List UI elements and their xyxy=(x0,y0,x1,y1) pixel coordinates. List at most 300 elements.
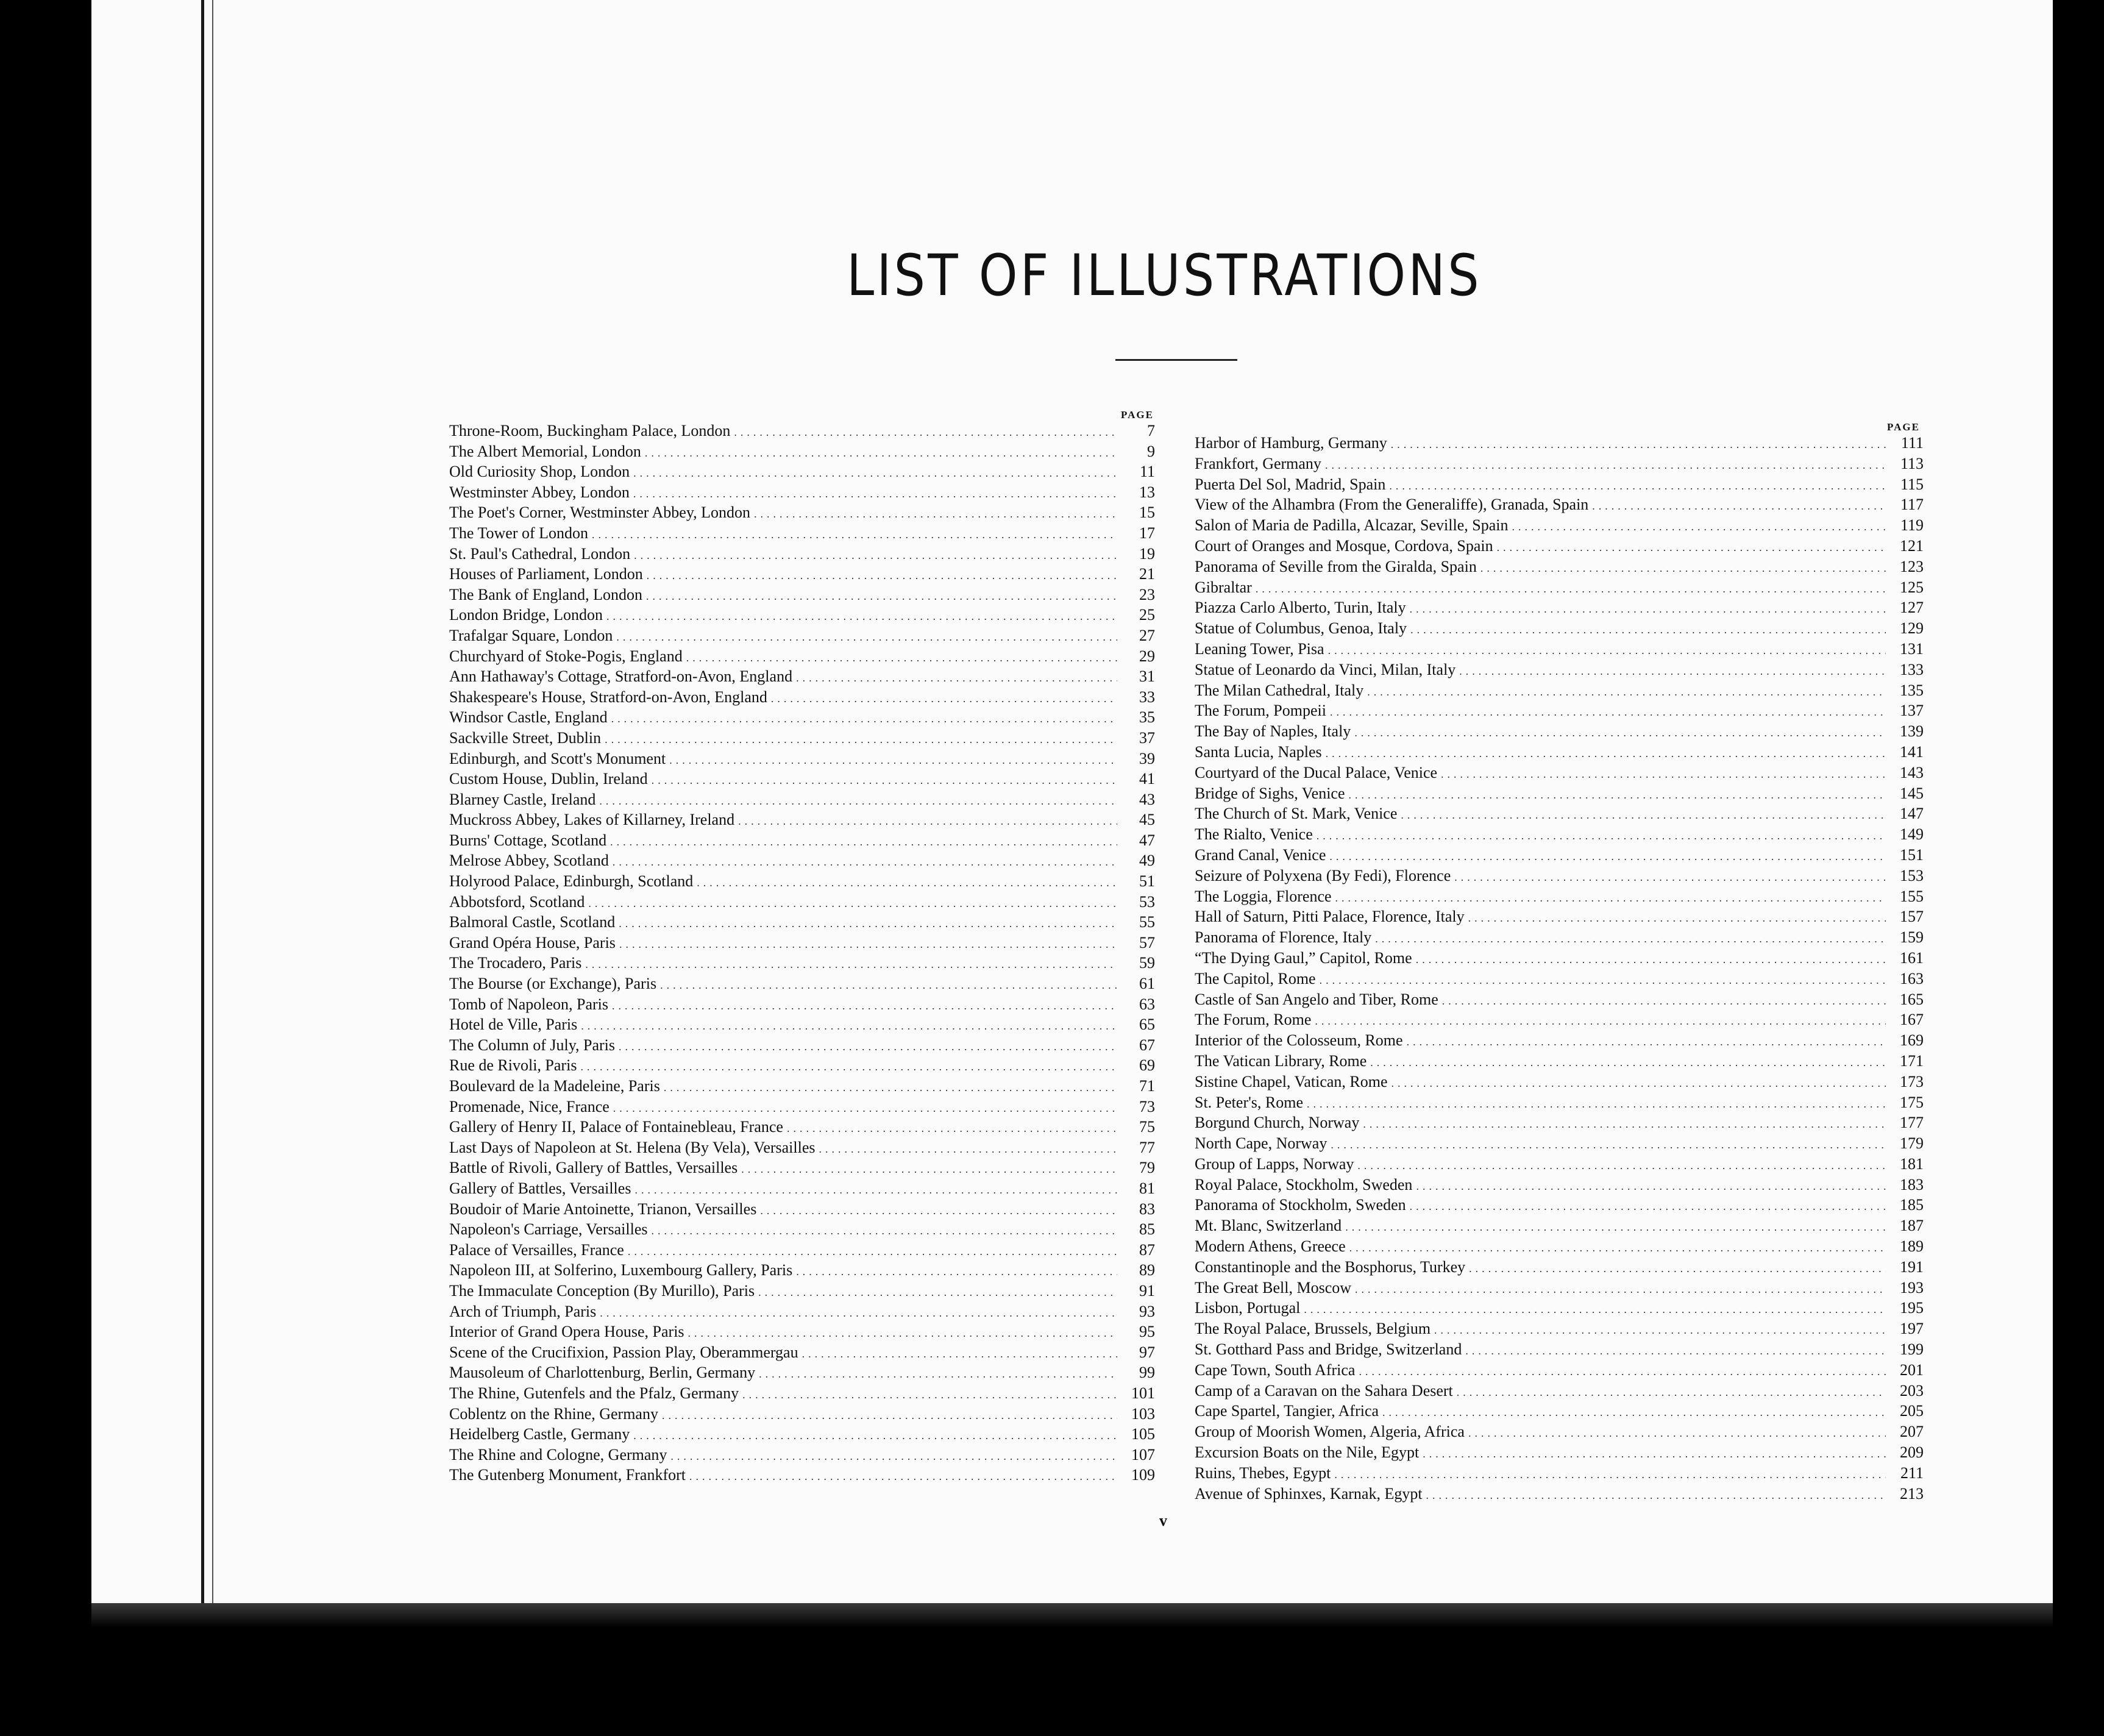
illustration-title: St. Paul's Cathedral, London xyxy=(449,544,631,563)
page-number: 9 xyxy=(1147,442,1155,460)
dot-leader xyxy=(1441,764,1886,785)
scan-edge-shadow xyxy=(91,1603,2053,1628)
illustration-title: St. Peter's, Rome xyxy=(1195,1093,1304,1111)
list-item xyxy=(1195,660,1924,680)
illustration-title: Excursion Boats on the Nile, Egypt xyxy=(1195,1443,1420,1462)
illustration-title: The Tower of London xyxy=(449,524,589,542)
illustration-title: Battle of Rivoli, Gallery of Battles, Versailles xyxy=(449,1159,738,1177)
illustration-title: The Royal Palace, Brussels, Belgium xyxy=(1195,1320,1431,1338)
illustration-title: Tomb of Napoleon, Paris xyxy=(449,995,609,1013)
list-item xyxy=(449,809,1155,830)
list-item xyxy=(1195,886,1924,907)
page-number: 29 xyxy=(1139,647,1155,665)
gutter-rule xyxy=(201,0,204,1603)
page-number: 79 xyxy=(1139,1159,1155,1177)
dot-leader xyxy=(1334,1465,1886,1485)
illustration-title: The Vatican Library, Rome xyxy=(1195,1051,1367,1070)
page-number: 121 xyxy=(1900,536,1924,555)
list-item xyxy=(449,728,1155,749)
illustration-title: Westminster Abbey, London xyxy=(449,483,630,501)
list-item xyxy=(449,666,1155,687)
dot-leader xyxy=(619,1037,1117,1058)
page-number: 37 xyxy=(1139,728,1155,747)
illustration-title: Hotel de Ville, Paris xyxy=(449,1016,578,1034)
dot-leader xyxy=(1349,1238,1886,1259)
illustration-list-right xyxy=(1195,422,1924,1504)
list-item xyxy=(1195,1298,1924,1318)
list-item xyxy=(449,1404,1155,1425)
list-item xyxy=(1195,1484,1924,1504)
page-number: 101 xyxy=(1131,1384,1155,1402)
list-item xyxy=(449,625,1155,646)
list-item xyxy=(1195,1092,1924,1113)
list-item xyxy=(449,1445,1155,1465)
page-number: 165 xyxy=(1900,990,1924,1008)
list-item xyxy=(449,1281,1155,1301)
illustration-title: Puerta Del Sol, Madrid, Spain xyxy=(1195,475,1386,493)
illustration-title: Churchyard of Stoke-Pogis, England xyxy=(449,647,683,665)
list-item xyxy=(449,830,1155,851)
page-number: 147 xyxy=(1900,805,1924,823)
dot-leader xyxy=(646,586,1117,607)
dot-leader xyxy=(1407,1032,1886,1053)
list-item xyxy=(1195,948,1924,969)
dot-leader xyxy=(1355,1279,1886,1300)
page-number: 195 xyxy=(1900,1299,1924,1317)
dot-leader xyxy=(1375,929,1886,950)
illustration-title: Panorama of Florence, Italy xyxy=(1195,928,1372,947)
dot-leader xyxy=(1391,435,1886,455)
page-number: 183 xyxy=(1900,1175,1924,1194)
page-number: 145 xyxy=(1900,784,1924,802)
dot-leader xyxy=(1330,702,1886,723)
list-item xyxy=(1195,1257,1924,1278)
page-number: 189 xyxy=(1900,1237,1924,1256)
page-number: 127 xyxy=(1900,599,1924,617)
page-number: 63 xyxy=(1139,995,1155,1013)
illustration-title: Napoleon's Carriage, Versailles xyxy=(449,1220,648,1239)
dot-leader xyxy=(754,504,1117,525)
dot-leader xyxy=(787,1119,1117,1139)
dot-leader xyxy=(1468,1423,1886,1444)
dot-leader xyxy=(1363,1114,1886,1135)
illustration-title: The Poet's Corner, Westminster Abbey, London xyxy=(449,503,751,522)
list-item xyxy=(449,585,1155,605)
dot-leader xyxy=(1468,908,1886,929)
dot-leader xyxy=(1335,888,1886,909)
dot-leader xyxy=(605,730,1117,750)
illustration-title: The Rhine and Cologne, Germany xyxy=(449,1445,667,1464)
dot-leader xyxy=(610,832,1117,853)
illustration-title: Salon of Maria de Padilla, Alcazar, Seville, Spain xyxy=(1195,516,1509,535)
page-number: 107 xyxy=(1131,1445,1155,1464)
page-number: 129 xyxy=(1900,619,1924,638)
page-number: 57 xyxy=(1139,933,1155,952)
dot-leader xyxy=(1410,620,1886,641)
dot-leader xyxy=(1317,826,1886,847)
illustration-title: The Trocadero, Paris xyxy=(449,954,582,972)
list-item xyxy=(449,1199,1155,1220)
illustration-title: Custom House, Dublin, Ireland xyxy=(449,770,648,788)
illustration-title: Heidelberg Castle, Germany xyxy=(449,1425,630,1443)
dot-leader xyxy=(628,1242,1117,1262)
illustration-title: Last Days of Napoleon at St. Helena (By Vela), Versailles xyxy=(449,1138,816,1156)
dot-leader xyxy=(1416,1176,1886,1197)
dot-leader xyxy=(741,1159,1117,1180)
dot-leader xyxy=(1480,558,1886,579)
dot-leader xyxy=(581,1016,1117,1037)
illustration-title: Frankfort, Germany xyxy=(1195,454,1321,472)
illustration-title: Statue of Leonardo da Vinci, Milan, Italy xyxy=(1195,660,1456,678)
illustration-title: The Church of St. Mark, Venice xyxy=(1195,805,1398,823)
dot-leader xyxy=(1345,1217,1886,1238)
illustration-title: Sackville Street, Dublin xyxy=(449,728,602,747)
illustration-title: Scene of the Crucifixion, Passion Play, Oberammergau xyxy=(449,1343,798,1361)
page-number: 99 xyxy=(1139,1364,1155,1382)
dot-leader xyxy=(1354,723,1886,744)
dot-leader xyxy=(1359,1362,1886,1382)
list-item xyxy=(1195,433,1924,454)
dot-leader xyxy=(1357,1156,1886,1176)
dot-leader xyxy=(1326,744,1886,764)
illustration-title: The Column of July, Paris xyxy=(449,1036,616,1054)
page-number: 81 xyxy=(1139,1179,1155,1197)
page-number: 177 xyxy=(1900,1114,1924,1132)
list-item xyxy=(1195,494,1924,515)
illustration-title: Cape Spartel, Tangier, Africa xyxy=(1195,1402,1379,1420)
list-item xyxy=(1195,845,1924,866)
dot-leader xyxy=(758,1282,1117,1303)
list-item xyxy=(1195,783,1924,804)
list-item xyxy=(1195,1236,1924,1257)
page-number: 159 xyxy=(1900,928,1924,947)
list-item xyxy=(1195,700,1924,721)
page-number: 205 xyxy=(1900,1402,1924,1420)
page-number: 43 xyxy=(1139,790,1155,808)
illustration-title: Modern Athens, Greece xyxy=(1195,1237,1346,1256)
illustration-title: Hall of Saturn, Pitti Palace, Florence, Italy xyxy=(1195,908,1465,926)
page-number: 69 xyxy=(1139,1056,1155,1075)
illustration-title: Cape Town, South Africa xyxy=(1195,1361,1356,1379)
page-number: 151 xyxy=(1900,845,1924,864)
illustration-title: Mausoleum of Charlottenburg, Berlin, Germany xyxy=(449,1364,756,1382)
illustration-title: Panorama of Stockholm, Sweden xyxy=(1195,1196,1406,1214)
list-item xyxy=(449,707,1155,728)
list-item xyxy=(1195,1051,1924,1072)
illustration-title: Ruins, Thebes, Egypt xyxy=(1195,1464,1331,1482)
illustration-title: Constantinople and the Bosphorus, Turkey xyxy=(1195,1258,1466,1276)
list-item xyxy=(1195,1381,1924,1401)
list-item xyxy=(449,769,1155,789)
dot-leader xyxy=(819,1139,1117,1160)
dot-leader xyxy=(1465,1341,1886,1362)
dot-leader xyxy=(1304,1300,1886,1320)
page-number: 103 xyxy=(1131,1404,1155,1423)
dot-leader xyxy=(1325,455,1886,476)
list-item xyxy=(449,441,1155,462)
page-number: 55 xyxy=(1139,913,1155,931)
illustration-title: Ann Hathaway's Cottage, Stratford-on-Avon, England xyxy=(449,667,793,686)
list-item xyxy=(1195,1072,1924,1092)
illustration-title: Camp of a Caravan on the Sahara Desert xyxy=(1195,1381,1453,1400)
illustration-title: Court of Oranges and Mosque, Cordova, Spain xyxy=(1195,536,1493,555)
list-item xyxy=(1195,1318,1924,1339)
page-number: 87 xyxy=(1139,1240,1155,1259)
illustration-title: Group of Moorish Women, Algeria, Africa xyxy=(1195,1423,1465,1441)
page-number: 175 xyxy=(1900,1093,1924,1111)
page-number: 47 xyxy=(1139,831,1155,849)
illustration-title: Burns' Cottage, Scotland xyxy=(449,831,607,849)
list-item xyxy=(1195,824,1924,845)
page-number: 13 xyxy=(1139,483,1155,501)
dot-leader xyxy=(647,566,1117,586)
dot-leader xyxy=(606,607,1117,627)
list-item xyxy=(449,564,1155,585)
illustration-title: The Milan Cathedral, Italy xyxy=(1195,681,1364,699)
page-number: 89 xyxy=(1139,1261,1155,1279)
page-number: 67 xyxy=(1139,1036,1155,1054)
illustration-title: Houses of Parliament, London xyxy=(449,565,643,583)
illustration-title: The Immaculate Conception (By Murillo), Paris xyxy=(449,1281,755,1300)
illustration-title: The Gutenberg Monument, Frankfort xyxy=(449,1466,686,1484)
page-number: 59 xyxy=(1139,954,1155,972)
list-item xyxy=(1195,927,1924,948)
illustration-title: Trafalgar Square, London xyxy=(449,626,613,644)
dot-leader xyxy=(612,996,1117,1017)
page-column-header: PAGE xyxy=(1887,421,1920,433)
page-number: 71 xyxy=(1139,1077,1155,1095)
list-item xyxy=(449,953,1155,973)
list-item xyxy=(449,1465,1155,1485)
list-item xyxy=(1195,1278,1924,1298)
page-number: 33 xyxy=(1139,688,1155,706)
illustration-title: Grand Opéra House, Paris xyxy=(449,933,616,952)
dot-leader xyxy=(1410,599,1886,620)
list-item xyxy=(1195,1133,1924,1154)
list-item xyxy=(1195,906,1924,927)
illustration-title: The Bank of England, London xyxy=(449,585,642,603)
list-item xyxy=(1195,597,1924,618)
page-number: 141 xyxy=(1900,742,1924,761)
dot-leader xyxy=(580,1057,1117,1078)
dot-leader xyxy=(1423,1444,1886,1465)
illustration-title: Rue de Rivoli, Paris xyxy=(449,1056,577,1075)
dot-leader xyxy=(1391,1073,1886,1094)
illustration-title: Gallery of Battles, Versailles xyxy=(449,1179,631,1197)
page-number: 171 xyxy=(1900,1051,1924,1070)
list-item xyxy=(1195,515,1924,536)
dot-leader xyxy=(660,975,1117,996)
page-number: 187 xyxy=(1900,1217,1924,1235)
dot-leader xyxy=(1367,682,1886,703)
illustration-title: Borgund Church, Norway xyxy=(1195,1114,1360,1132)
dot-leader xyxy=(613,1098,1117,1119)
dot-leader xyxy=(734,422,1117,443)
page-number: 119 xyxy=(1900,516,1924,535)
dot-leader xyxy=(619,914,1117,934)
list-item xyxy=(449,421,1155,441)
illustration-title: Piazza Carlo Alberto, Turin, Italy xyxy=(1195,599,1406,617)
page-number: 77 xyxy=(1139,1138,1155,1156)
list-item xyxy=(449,502,1155,523)
illustration-title: Royal Palace, Stockholm, Sweden xyxy=(1195,1175,1413,1194)
page-number: 45 xyxy=(1139,811,1155,829)
illustration-title: Boulevard de la Madeleine, Paris xyxy=(449,1077,660,1095)
dot-leader xyxy=(600,1303,1117,1324)
illustration-title: Balmoral Castle, Scotland xyxy=(449,913,616,931)
dot-leader xyxy=(1389,476,1886,497)
list-item xyxy=(449,1260,1155,1281)
page-number: 31 xyxy=(1139,667,1155,686)
page-number: 139 xyxy=(1900,722,1924,741)
list-item xyxy=(449,1137,1155,1158)
page-number: 21 xyxy=(1139,565,1155,583)
page-number: 61 xyxy=(1139,975,1155,993)
list-item xyxy=(1195,989,1924,1010)
page-number: 105 xyxy=(1131,1425,1155,1443)
dot-leader xyxy=(1382,1403,1886,1423)
page-column-header: PAGE xyxy=(1121,409,1154,421)
page-number: 149 xyxy=(1900,825,1924,844)
page-number: 111 xyxy=(1900,434,1924,452)
illustration-title: Leaning Tower, Pisa xyxy=(1195,639,1324,658)
dot-leader xyxy=(697,873,1117,894)
list-item xyxy=(1195,1175,1924,1195)
list-item xyxy=(1195,866,1924,886)
illustration-title: Palace of Versailles, France xyxy=(449,1240,624,1259)
list-item xyxy=(449,789,1155,810)
illustration-title: The Rialto, Venice xyxy=(1195,825,1313,844)
list-item xyxy=(449,749,1155,769)
list-item xyxy=(1195,639,1924,660)
dot-leader xyxy=(613,852,1117,873)
list-item xyxy=(449,461,1155,482)
list-item xyxy=(449,1097,1155,1117)
dot-leader xyxy=(1349,785,1886,806)
list-item xyxy=(1195,454,1924,474)
dot-leader xyxy=(652,770,1117,791)
dot-leader xyxy=(619,934,1117,955)
list-item xyxy=(1195,680,1924,701)
illustration-title: Holyrood Palace, Edinburgh, Scotland xyxy=(449,872,694,891)
page-number: 115 xyxy=(1900,475,1924,493)
page-number: 117 xyxy=(1900,496,1924,514)
page-number: 23 xyxy=(1139,585,1155,603)
page-number: 15 xyxy=(1139,503,1155,522)
page-number: 7 xyxy=(1147,422,1155,439)
page-folio: v xyxy=(1159,1512,1167,1529)
page-number: 135 xyxy=(1900,681,1924,699)
illustration-title: The Loggia, Florence xyxy=(1195,887,1332,905)
illustration-title: Panorama of Seville from the Giralda, Spain xyxy=(1195,557,1477,575)
page-number: 199 xyxy=(1900,1340,1924,1359)
page-title: LIST OF ILLUSTRATIONS xyxy=(847,243,1482,309)
list-item xyxy=(449,1014,1155,1035)
dot-leader xyxy=(1426,1485,1886,1506)
dot-leader xyxy=(1469,1259,1886,1279)
dot-leader xyxy=(689,1467,1117,1487)
illustration-title: Abbotsford, Scotland xyxy=(449,892,585,911)
illustration-title: Grand Canal, Venice xyxy=(1195,845,1326,864)
dot-leader xyxy=(742,1385,1117,1406)
page-number: 153 xyxy=(1900,866,1924,884)
page-number: 51 xyxy=(1139,872,1155,891)
dot-leader xyxy=(1401,805,1886,826)
illustration-title: View of the Alhambra (From the Generaliffe), Granada, Spain xyxy=(1195,496,1589,514)
dot-leader xyxy=(1442,991,1886,1012)
page-number: 91 xyxy=(1139,1281,1155,1300)
list-item xyxy=(1195,1339,1924,1360)
dot-leader xyxy=(1329,847,1886,867)
page-number: 133 xyxy=(1900,660,1924,678)
illustration-title: The Albert Memorial, London xyxy=(449,442,641,460)
list-item xyxy=(449,605,1155,625)
illustration-title: London Bridge, London xyxy=(449,606,603,624)
dot-leader xyxy=(662,1406,1117,1426)
list-item xyxy=(1195,1401,1924,1421)
page-number: 39 xyxy=(1139,749,1155,767)
illustration-title: Napoleon III, at Solferino, Luxembourg Gallery, Paris xyxy=(449,1261,793,1279)
page-number: 157 xyxy=(1900,908,1924,926)
illustration-title: St. Gotthard Pass and Bridge, Switzerland xyxy=(1195,1340,1462,1359)
page-number: 137 xyxy=(1900,702,1924,720)
page-number: 181 xyxy=(1900,1154,1924,1173)
list-item xyxy=(449,1301,1155,1322)
dot-leader xyxy=(592,525,1117,546)
list-item xyxy=(449,1117,1155,1137)
page-number: 197 xyxy=(1900,1320,1924,1338)
page-number: 73 xyxy=(1139,1097,1155,1115)
page-number: 53 xyxy=(1139,892,1155,911)
page-number: 125 xyxy=(1900,578,1924,596)
illustration-title: Castle of San Angelo and Tiber, Rome xyxy=(1195,990,1438,1008)
illustration-title: Harbor of Hamburg, Germany xyxy=(1195,434,1387,452)
list-item xyxy=(1195,1030,1924,1051)
dot-leader xyxy=(771,689,1117,710)
page-number: 167 xyxy=(1900,1011,1924,1029)
dot-leader xyxy=(802,1344,1117,1365)
list-item xyxy=(449,1055,1155,1076)
page-number: 17 xyxy=(1139,524,1155,542)
illustration-title: Windsor Castle, England xyxy=(449,708,608,727)
list-item xyxy=(1195,742,1924,763)
illustration-title: Shakespeare's House, Stratford-on-Avon, England xyxy=(449,688,767,706)
page-number: 185 xyxy=(1900,1196,1924,1214)
title-divider xyxy=(1115,359,1237,361)
illustration-title: The Capitol, Rome xyxy=(1195,969,1316,987)
page-number: 27 xyxy=(1139,626,1155,644)
page-number: 113 xyxy=(1900,454,1924,472)
page-number: 75 xyxy=(1139,1118,1155,1136)
illustration-title: Sistine Chapel, Vatican, Rome xyxy=(1195,1072,1388,1090)
list-item xyxy=(449,1219,1155,1240)
list-item xyxy=(449,973,1155,994)
illustration-title: Group of Lapps, Norway xyxy=(1195,1154,1354,1173)
page-number: 201 xyxy=(1900,1361,1924,1379)
page-number: 163 xyxy=(1900,969,1924,987)
dot-leader xyxy=(738,811,1117,832)
page-number: 65 xyxy=(1139,1016,1155,1034)
list-item xyxy=(449,523,1155,544)
page-number: 209 xyxy=(1900,1443,1924,1462)
dot-leader xyxy=(669,750,1117,771)
dot-leader xyxy=(652,1221,1118,1242)
dot-leader xyxy=(796,668,1117,689)
dot-leader xyxy=(1457,1382,1886,1403)
dot-leader xyxy=(616,627,1117,648)
illustration-title: “The Dying Gaul,” Capitol, Rome xyxy=(1195,948,1412,967)
dot-leader xyxy=(664,1078,1117,1098)
